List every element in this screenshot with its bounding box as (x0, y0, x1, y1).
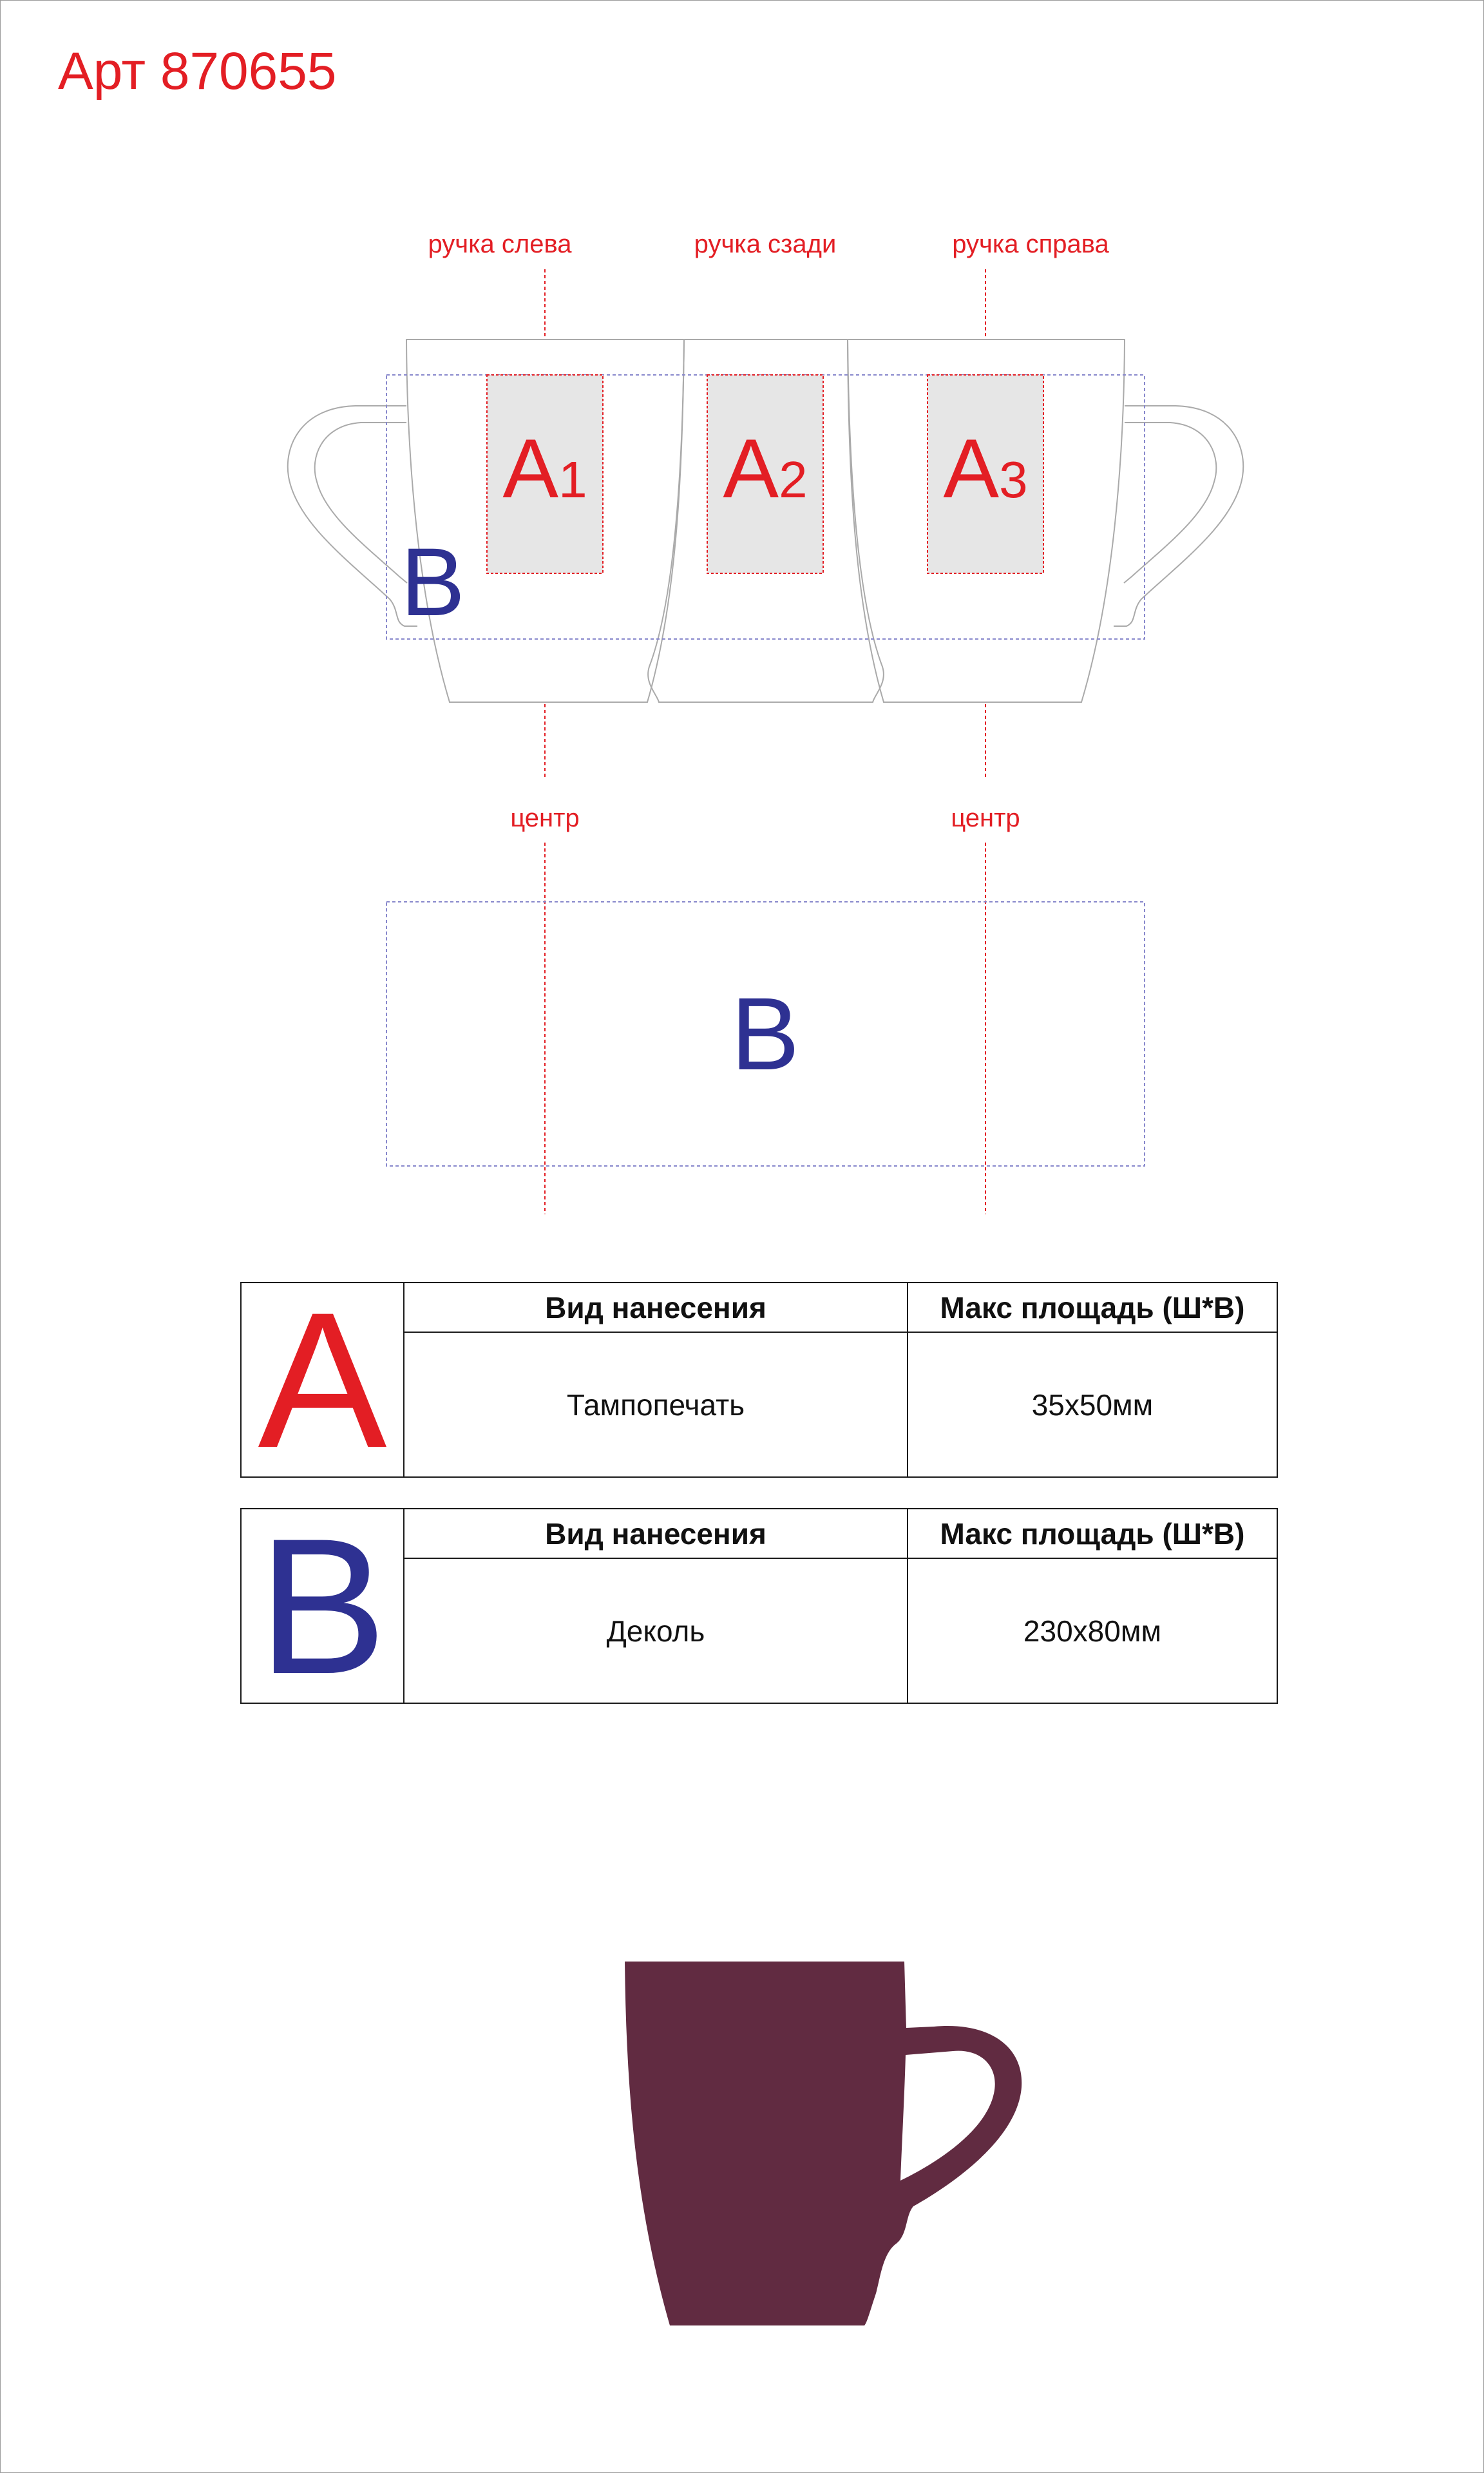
spec-a-area-value: 35x50мм (908, 1332, 1277, 1477)
zone-a3-label: A3 (943, 421, 1028, 515)
mug-handle-left-inner (315, 423, 407, 583)
center-label-right: центр (951, 804, 1020, 832)
spec-a-method-value: Тампопечать (404, 1332, 908, 1477)
mug-handle-left-outline (288, 406, 417, 626)
spec-b-method-header: Вид нанесения (404, 1509, 908, 1558)
zone-a1-label: A1 (502, 421, 587, 515)
spec-b-letter: B (241, 1509, 404, 1703)
mug-handle-right-outline (1114, 406, 1243, 626)
label-handle-left: ручка слева (428, 230, 572, 258)
spec-b-area-value: 230x80мм (908, 1558, 1277, 1703)
mug-handle-right-inner (1124, 423, 1216, 583)
zone-b-label-flat: B (730, 976, 800, 1091)
spec-a-letter: A (241, 1283, 404, 1477)
label-handle-right: ручка справа (952, 230, 1109, 258)
zone-a2-label: A2 (723, 421, 808, 515)
spec-table-b (240, 1498, 1278, 1714)
spec-a-method-header: Вид нанесения (404, 1283, 908, 1332)
spec-b-method-value: Деколь (404, 1558, 908, 1703)
spec-table-a (240, 1272, 1278, 1488)
spec-a-area-header: Макс площадь (Ш*В) (908, 1283, 1277, 1332)
center-label-left: центр (510, 804, 580, 832)
spec-b-area-header: Макс площадь (Ш*В) (908, 1509, 1277, 1558)
label-handle-back: ручка сзади (694, 230, 837, 258)
article-title: Арт 870655 (58, 42, 337, 100)
mug-silhouette (625, 1962, 1022, 2325)
zone-b-label-mugs: B (400, 528, 466, 636)
